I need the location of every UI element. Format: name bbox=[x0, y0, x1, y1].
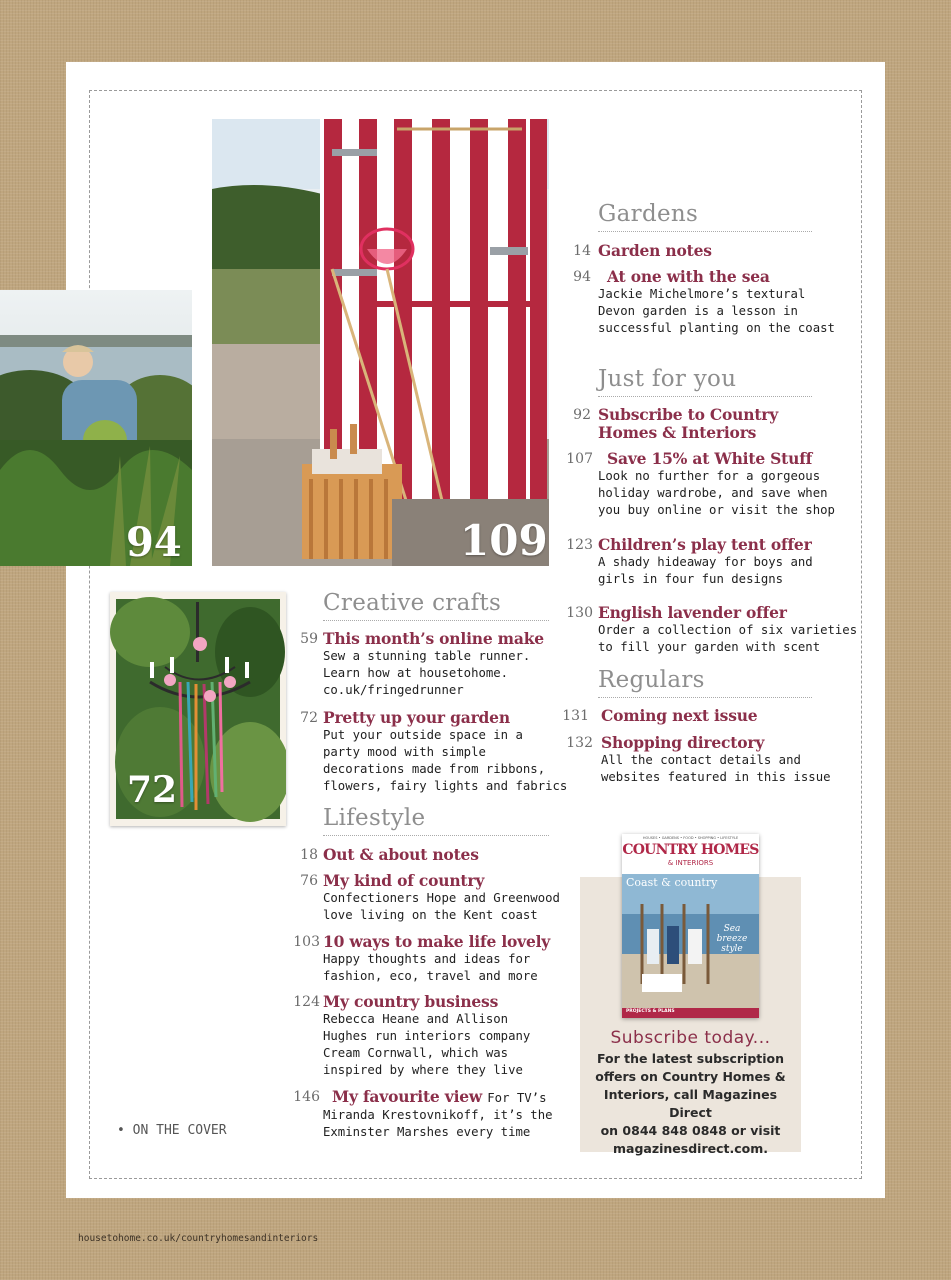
toc-description: you buy online or visit the shop bbox=[598, 503, 835, 517]
toc-page-number: 14 bbox=[573, 243, 591, 259]
toc-title[interactable] bbox=[332, 1088, 553, 1107]
toc-description: All the contact details and bbox=[601, 753, 801, 767]
cover-masthead: COUNTRY HOMES bbox=[622, 842, 759, 858]
toc-entry[interactable] bbox=[560, 450, 835, 519]
toc-page-number: 72 bbox=[300, 710, 318, 726]
toc-entry[interactable] bbox=[285, 709, 567, 795]
toc-description: Order a collection of six varieties bbox=[598, 623, 858, 637]
toc-title[interactable]: Save 15% at White Stuff bbox=[607, 449, 813, 468]
toc-description: inspired by where they live bbox=[323, 1063, 523, 1077]
toc-page-number: 76 bbox=[300, 873, 318, 889]
toc-description: Jackie Michelmore’s textural bbox=[598, 287, 806, 301]
toc-entry[interactable] bbox=[285, 1088, 553, 1141]
toc-description: to fill your garden with scent bbox=[598, 640, 821, 654]
toc-description: Miranda Krestovnikoff, it’s the bbox=[323, 1108, 553, 1122]
subscribe-line: For the latest subscription bbox=[596, 1051, 785, 1066]
toc-page-number: 107 bbox=[566, 451, 593, 467]
toc-description: Cream Cornwall, which was bbox=[323, 1046, 509, 1060]
footer-url[interactable]: housetohome.co.uk/countryhomesandinteriors bbox=[78, 1233, 319, 1244]
toc-page-number: 146 bbox=[293, 1089, 320, 1105]
subscribe-line: offers on Country Homes & bbox=[595, 1069, 786, 1084]
toc-description: flowers, fairy lights and fabrics bbox=[323, 779, 568, 793]
toc-description: Rebecca Heane and Allison bbox=[323, 1012, 509, 1026]
toc-entry[interactable] bbox=[285, 933, 550, 985]
toc-entry[interactable] bbox=[285, 872, 560, 924]
subscribe-line: on 0844 848 0848 or visit bbox=[600, 1123, 781, 1138]
toc-page-number: 59 bbox=[300, 631, 318, 647]
cover-headline: Coast & country bbox=[626, 876, 718, 889]
toc-description: girls in four fun designs bbox=[598, 572, 784, 586]
toc-title[interactable]: Homes & Interiors bbox=[598, 423, 757, 442]
toc-page-number: 123 bbox=[566, 537, 593, 553]
toc-title[interactable]: 10 ways to make life lovely bbox=[323, 932, 551, 951]
toc-page-number: 131 bbox=[562, 708, 589, 724]
toc-description: Look no further for a gorgeous bbox=[598, 469, 821, 483]
toc-entry[interactable] bbox=[285, 846, 479, 864]
toc-page-number: 94 bbox=[573, 269, 591, 285]
beach-hut-illustration bbox=[212, 119, 549, 566]
toc-title[interactable]: Children’s play tent offer bbox=[598, 535, 812, 554]
toc-entry[interactable] bbox=[285, 993, 530, 1079]
magazine-cover[interactable] bbox=[622, 834, 759, 1018]
subscribe-link[interactable]: magazinesdirect.com. bbox=[613, 1141, 768, 1156]
chandelier-photo bbox=[110, 592, 286, 826]
toc-title-text[interactable]: My favourite view bbox=[332, 1087, 483, 1106]
toc-description: co.uk/fringedrunner bbox=[323, 683, 464, 697]
subscribe-line: Interiors, call Magazines Direct bbox=[603, 1087, 778, 1120]
toc-title[interactable]: My kind of country bbox=[323, 871, 485, 890]
toc-title[interactable]: This month’s online make bbox=[323, 629, 544, 648]
toc-entry[interactable] bbox=[560, 604, 857, 656]
section-heading-creative-crafts: Creative crafts bbox=[323, 590, 549, 621]
toc-entry[interactable] bbox=[285, 630, 544, 699]
toc-page-number: 130 bbox=[566, 605, 593, 621]
section-heading-lifestyle: Lifestyle bbox=[323, 805, 549, 836]
toc-description: Sew a stunning table runner. bbox=[323, 649, 531, 663]
toc-page-number: 92 bbox=[573, 407, 591, 423]
section-heading-gardens: Gardens bbox=[598, 201, 812, 232]
toc-description: Learn how at housetohome. bbox=[323, 666, 509, 680]
cover-topline: HOUSES • GARDENS • FOOD • SHOPPING • LIFESTYLE bbox=[642, 836, 739, 840]
toc-description: Exminster Marshes every time bbox=[323, 1125, 531, 1139]
toc-description: Happy thoughts and ideas for bbox=[323, 952, 531, 966]
toc-title[interactable]: Subscribe to Country bbox=[598, 405, 779, 424]
toc-description: A shady hideaway for boys and bbox=[598, 555, 813, 569]
toc-title[interactable]: Garden notes bbox=[598, 241, 712, 260]
beach-hut-photo bbox=[212, 119, 549, 566]
toc-description: fashion, eco, travel and more bbox=[323, 969, 538, 983]
cover-masthead-sub: & INTERIORS bbox=[667, 859, 714, 867]
subscribe-text bbox=[586, 1050, 795, 1158]
toc-page-number: 124 bbox=[293, 994, 320, 1010]
toc-title[interactable]: Shopping directory bbox=[601, 733, 765, 752]
toc-description: decorations made from ribbons, bbox=[323, 762, 546, 776]
toc-description: party mood with simple bbox=[323, 745, 486, 759]
toc-description: love living on the Kent coast bbox=[323, 908, 538, 922]
toc-description: Hughes run interiors company bbox=[323, 1029, 531, 1043]
toc-description: Confectioners Hope and Greenwood bbox=[323, 891, 560, 905]
toc-entry[interactable] bbox=[560, 707, 757, 725]
toc-description: successful planting on the coast bbox=[598, 321, 835, 335]
section-heading-regulars: Regulars bbox=[598, 667, 812, 698]
toc-entry[interactable] bbox=[560, 268, 835, 337]
cover-footer: PROJECTS & PLANS bbox=[626, 1009, 675, 1014]
bullet-icon: • bbox=[117, 1123, 125, 1138]
toc-entry[interactable] bbox=[560, 734, 831, 786]
toc-title[interactable]: English lavender offer bbox=[598, 603, 787, 622]
gardener-photo bbox=[0, 290, 192, 566]
toc-title[interactable]: Coming next issue bbox=[601, 706, 758, 725]
toc-inline-description: For TV’s bbox=[487, 1091, 547, 1105]
photo-page-number: 72 bbox=[127, 769, 178, 811]
toc-title[interactable]: Pretty up your garden bbox=[323, 708, 510, 727]
toc-entry[interactable] bbox=[560, 536, 813, 588]
cover-badge: Sea breeze style bbox=[716, 924, 748, 954]
toc-description: Put your outside space in a bbox=[323, 728, 523, 742]
toc-description: websites featured in this issue bbox=[601, 770, 831, 784]
toc-entry[interactable] bbox=[560, 242, 712, 260]
photo-page-number: 109 bbox=[460, 516, 548, 565]
toc-description: Devon garden is a lesson in bbox=[598, 304, 798, 318]
toc-page-number: 132 bbox=[566, 735, 593, 751]
toc-description: holiday wardrobe, and save when bbox=[598, 486, 828, 500]
toc-page-number: 103 bbox=[293, 934, 320, 950]
toc-entry[interactable] bbox=[560, 406, 778, 442]
toc-title[interactable]: Out & about notes bbox=[323, 845, 479, 864]
toc-title[interactable]: At one with the sea bbox=[607, 267, 770, 286]
section-heading-just-for-you: Just for you bbox=[598, 366, 812, 397]
on-the-cover-text: ON THE COVER bbox=[132, 1123, 227, 1138]
on-the-cover-label bbox=[117, 1123, 227, 1138]
photo-page-number: 94 bbox=[126, 519, 182, 566]
toc-title[interactable]: My country business bbox=[323, 992, 499, 1011]
toc-page-number: 18 bbox=[300, 847, 318, 863]
subscribe-heading: Subscribe today... bbox=[610, 1028, 771, 1048]
